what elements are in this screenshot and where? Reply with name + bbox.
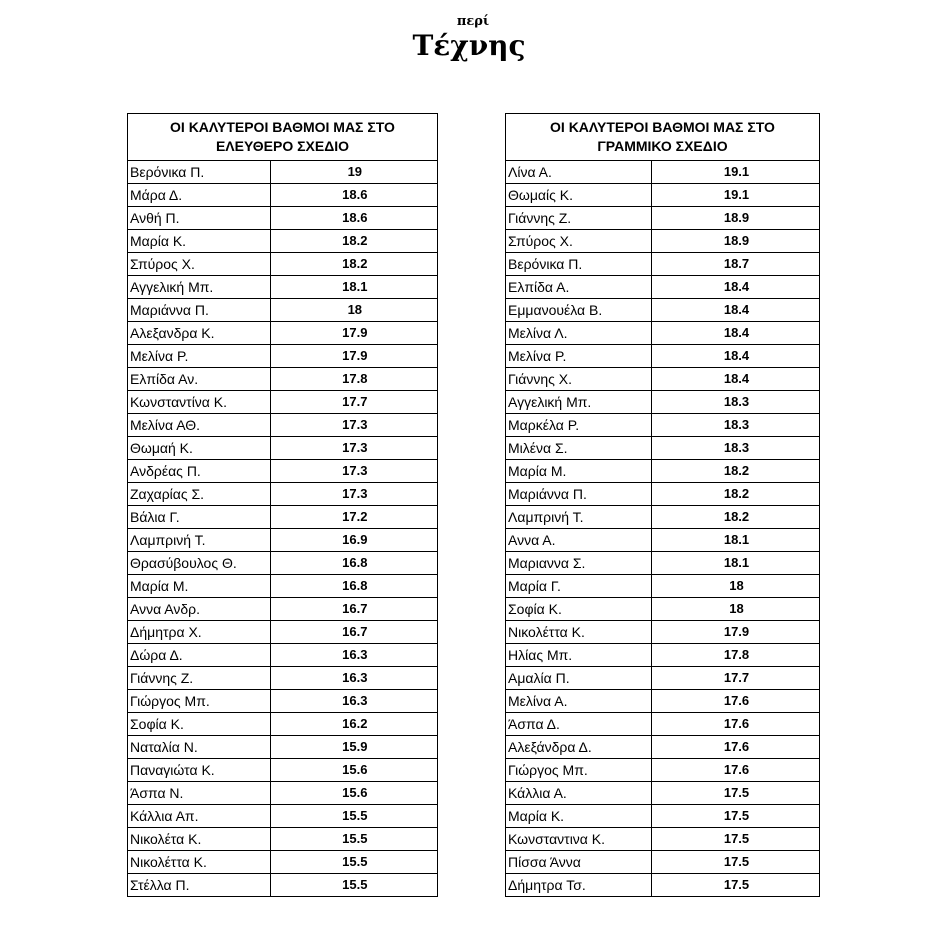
table-row: [128, 299, 438, 322]
student-grade: 17.8: [270, 368, 437, 391]
table-row: [506, 690, 820, 713]
student-grade: 18.2: [652, 460, 820, 483]
title-line-2: ΓΡΑΜΜΙΚΟ ΣΧΕΔΙΟ: [597, 138, 728, 154]
student-grade: 17.3: [270, 460, 437, 483]
table-row: [128, 598, 438, 621]
table-title: [506, 114, 820, 161]
logo-big-text: Τέχνης: [412, 29, 526, 62]
student-name: Ηλίας Μπ.: [506, 644, 652, 667]
student-name: Γιάννης Ζ.: [128, 667, 271, 690]
student-grade: 18: [652, 598, 820, 621]
student-grade: 15.5: [270, 805, 437, 828]
table-title: [128, 114, 438, 161]
student-grade: 17.6: [652, 690, 820, 713]
table-row: [506, 414, 820, 437]
student-name: Νικολέττα Κ.: [506, 621, 652, 644]
student-name: Αννα Ανδρ.: [128, 598, 271, 621]
title-line-2: ΕΛΕΥΘΕΡΟ ΣΧΕΔΙΟ: [215, 138, 350, 154]
table-row: [128, 391, 438, 414]
student-grade: 16.9: [270, 529, 437, 552]
student-grade: 18.1: [652, 529, 820, 552]
student-grade: 18.4: [652, 345, 820, 368]
student-name: Κάλλια Απ.: [128, 805, 271, 828]
table-row: [506, 782, 820, 805]
student-grade: 18.4: [652, 322, 820, 345]
table-row: [506, 483, 820, 506]
student-grade: 17.5: [652, 828, 820, 851]
table-row: [128, 782, 438, 805]
table-row: [128, 621, 438, 644]
student-name: Λίνα Α.: [506, 161, 652, 184]
table-row: [128, 736, 438, 759]
logo-small-text: περί: [456, 14, 490, 29]
student-grade: 18.4: [652, 368, 820, 391]
student-name: Ζαχαρίας Σ.: [128, 483, 271, 506]
table-row: [128, 828, 438, 851]
table-row: [128, 414, 438, 437]
table-row: [128, 161, 438, 184]
table-row: [128, 207, 438, 230]
student-grade: 16.7: [270, 598, 437, 621]
table-row: [128, 690, 438, 713]
student-grade: 17.9: [270, 345, 437, 368]
table-row: [506, 322, 820, 345]
table-row: [506, 851, 820, 874]
student-grade: 17.9: [652, 621, 820, 644]
student-name: Μαριαννα Σ.: [506, 552, 652, 575]
student-grade: 18.9: [652, 207, 820, 230]
student-grade: 16.3: [270, 667, 437, 690]
table-row: [506, 759, 820, 782]
student-grade: 16.8: [270, 575, 437, 598]
student-grade: 18.4: [652, 299, 820, 322]
student-grade: 15.5: [270, 828, 437, 851]
student-grade: 18.6: [270, 184, 437, 207]
student-grade: 17.8: [652, 644, 820, 667]
table-row: [128, 552, 438, 575]
student-name: Σοφία Κ.: [128, 713, 271, 736]
student-grade: 18.2: [270, 253, 437, 276]
student-grade: 19.1: [652, 161, 820, 184]
student-name: Άσπα Ν.: [128, 782, 271, 805]
student-name: Βάλια Γ.: [128, 506, 271, 529]
student-grade: 18.7: [652, 253, 820, 276]
student-grade: 17.3: [270, 483, 437, 506]
student-name: Ελπίδα Α.: [506, 276, 652, 299]
student-grade: 16.7: [270, 621, 437, 644]
table-row: [506, 736, 820, 759]
student-name: Δώρα Δ.: [128, 644, 271, 667]
table-row: [506, 644, 820, 667]
technical-drawing-grades-table: [505, 113, 820, 897]
student-grade: 17.3: [270, 414, 437, 437]
student-grade: 15.5: [270, 874, 437, 897]
student-name: Γιάννης Χ.: [506, 368, 652, 391]
student-grade: 16.3: [270, 690, 437, 713]
student-grade: 18.3: [652, 391, 820, 414]
student-name: Γιάννης Ζ.: [506, 207, 652, 230]
table-row: [506, 368, 820, 391]
table-row: [128, 276, 438, 299]
student-name: Αννα Α.: [506, 529, 652, 552]
student-name: Μελίνα Ρ.: [128, 345, 271, 368]
student-name: Εμμανουέλα Β.: [506, 299, 652, 322]
student-name: Αγγελική Μπ.: [506, 391, 652, 414]
table-row: [506, 161, 820, 184]
table-row: [506, 276, 820, 299]
logo: [0, 14, 940, 62]
student-name: Βερόνικα Π.: [506, 253, 652, 276]
student-name: Θωμαή Κ.: [128, 437, 271, 460]
student-name: Μαρία Κ.: [128, 230, 271, 253]
student-name: Δήμητρα Χ.: [128, 621, 271, 644]
student-name: Νικολέτα Κ.: [128, 828, 271, 851]
student-name: Κάλλια Α.: [506, 782, 652, 805]
student-name: Μιλένα Σ.: [506, 437, 652, 460]
table-row: [506, 805, 820, 828]
student-grade: 17.7: [652, 667, 820, 690]
student-grade: 17.7: [270, 391, 437, 414]
table-row: [506, 713, 820, 736]
student-name: Λαμπρινή Τ.: [506, 506, 652, 529]
title-line-1: ΟΙ ΚΑΛΥΤΕΡΟΙ ΒΑΘΜΟΙ ΜΑΣ ΣΤΟ: [170, 119, 395, 135]
table-row: [506, 621, 820, 644]
table-row: [506, 667, 820, 690]
student-grade: 17.2: [270, 506, 437, 529]
table-row: [506, 184, 820, 207]
student-grade: 17.6: [652, 736, 820, 759]
student-name: Βερόνικα Π.: [128, 161, 271, 184]
student-grade: 18.3: [652, 437, 820, 460]
student-name: Αλεξάνδρα Δ.: [506, 736, 652, 759]
student-name: Δήμητρα Τσ.: [506, 874, 652, 897]
student-name: Σπύρος Χ.: [506, 230, 652, 253]
table-row: [506, 552, 820, 575]
student-grade: 18.6: [270, 207, 437, 230]
title-line-1: ΟΙ ΚΑΛΥΤΕΡΟΙ ΒΑΘΜΟΙ ΜΑΣ ΣΤΟ: [550, 119, 775, 135]
student-name: Γιώργος Μπ.: [128, 690, 271, 713]
student-grade: 17.5: [652, 874, 820, 897]
student-name: Αγγελική Μπ.: [128, 276, 271, 299]
table-row: [128, 345, 438, 368]
student-name: Σπύρος Χ.: [128, 253, 271, 276]
student-name: Μαρία Μ.: [506, 460, 652, 483]
table-row: [506, 460, 820, 483]
student-grade: 17.9: [270, 322, 437, 345]
table-row: [128, 874, 438, 897]
table-row: [506, 391, 820, 414]
student-name: Πίσσα Άννα: [506, 851, 652, 874]
student-name: Θρασύβουλος Θ.: [128, 552, 271, 575]
table-row: [128, 667, 438, 690]
student-grade: 17.3: [270, 437, 437, 460]
table-row: [506, 598, 820, 621]
student-name: Γιώργος Μπ.: [506, 759, 652, 782]
student-grade: 19.1: [652, 184, 820, 207]
student-name: Αμαλία Π.: [506, 667, 652, 690]
student-name: Μαριάννα Π.: [128, 299, 271, 322]
table-row: [506, 345, 820, 368]
student-grade: 18.2: [652, 506, 820, 529]
student-grade: 16.3: [270, 644, 437, 667]
student-name: Παναγιώτα Κ.: [128, 759, 271, 782]
student-name: Μαρία Γ.: [506, 575, 652, 598]
student-grade: 17.6: [652, 713, 820, 736]
student-grade: 19: [270, 161, 437, 184]
student-name: Ανδρέας Π.: [128, 460, 271, 483]
student-grade: 18: [270, 299, 437, 322]
table-row: [128, 759, 438, 782]
table-row: [506, 575, 820, 598]
table-row: [128, 851, 438, 874]
student-grade: 18.2: [270, 230, 437, 253]
student-grade: 17.5: [652, 805, 820, 828]
student-grade: 16.2: [270, 713, 437, 736]
student-grade: 15.9: [270, 736, 437, 759]
student-name: Μελίνα ΑΘ.: [128, 414, 271, 437]
student-grade: 15.5: [270, 851, 437, 874]
table-row: [128, 322, 438, 345]
student-grade: 15.6: [270, 759, 437, 782]
student-grade: 16.8: [270, 552, 437, 575]
table-row: [128, 253, 438, 276]
table-row: [506, 437, 820, 460]
student-grade: 18.1: [270, 276, 437, 299]
student-name: Κωνσταντινα Κ.: [506, 828, 652, 851]
table-row: [128, 230, 438, 253]
student-name: Μελίνα Α.: [506, 690, 652, 713]
table-row: [128, 805, 438, 828]
student-name: Μαρκέλα Ρ.: [506, 414, 652, 437]
student-name: Στέλλα Π.: [128, 874, 271, 897]
student-name: Αλεξανδρα Κ.: [128, 322, 271, 345]
table-row: [128, 529, 438, 552]
table-row: [506, 828, 820, 851]
table-row: [506, 253, 820, 276]
table-row: [128, 644, 438, 667]
student-name: Ελπίδα Αν.: [128, 368, 271, 391]
student-grade: 17.5: [652, 851, 820, 874]
table-row: [506, 506, 820, 529]
table-row: [128, 437, 438, 460]
student-grade: 18.2: [652, 483, 820, 506]
table-row: [128, 184, 438, 207]
student-name: Λαμπρινή Τ.: [128, 529, 271, 552]
student-name: Θωμαίς Κ.: [506, 184, 652, 207]
table-row: [506, 874, 820, 897]
student-name: Μάρα Δ.: [128, 184, 271, 207]
student-grade: 18.1: [652, 552, 820, 575]
student-name: Μαρία Μ.: [128, 575, 271, 598]
table-row: [128, 506, 438, 529]
student-name: Μαρία Κ.: [506, 805, 652, 828]
table-row: [128, 368, 438, 391]
student-name: Ανθή Π.: [128, 207, 271, 230]
student-name: Μαριάννα Π.: [506, 483, 652, 506]
student-name: Κωνσταντίνα Κ.: [128, 391, 271, 414]
student-grade: 18.4: [652, 276, 820, 299]
student-grade: 18.3: [652, 414, 820, 437]
student-name: Νικολέττα Κ.: [128, 851, 271, 874]
free-drawing-grades-table: [127, 113, 438, 897]
student-grade: 18: [652, 575, 820, 598]
table-row: [128, 483, 438, 506]
student-name: Ναταλία Ν.: [128, 736, 271, 759]
student-name: Μελίνα Ρ.: [506, 345, 652, 368]
table-row: [128, 713, 438, 736]
student-name: Άσπα Δ.: [506, 713, 652, 736]
student-grade: 18.9: [652, 230, 820, 253]
student-grade: 17.6: [652, 759, 820, 782]
table-row: [128, 460, 438, 483]
table-row: [128, 575, 438, 598]
table-row: [506, 299, 820, 322]
student-name: Σοφία Κ.: [506, 598, 652, 621]
table-row: [506, 207, 820, 230]
student-name: Μελίνα Λ.: [506, 322, 652, 345]
table-row: [506, 230, 820, 253]
student-grade: 15.6: [270, 782, 437, 805]
table-row: [506, 529, 820, 552]
student-grade: 17.5: [652, 782, 820, 805]
